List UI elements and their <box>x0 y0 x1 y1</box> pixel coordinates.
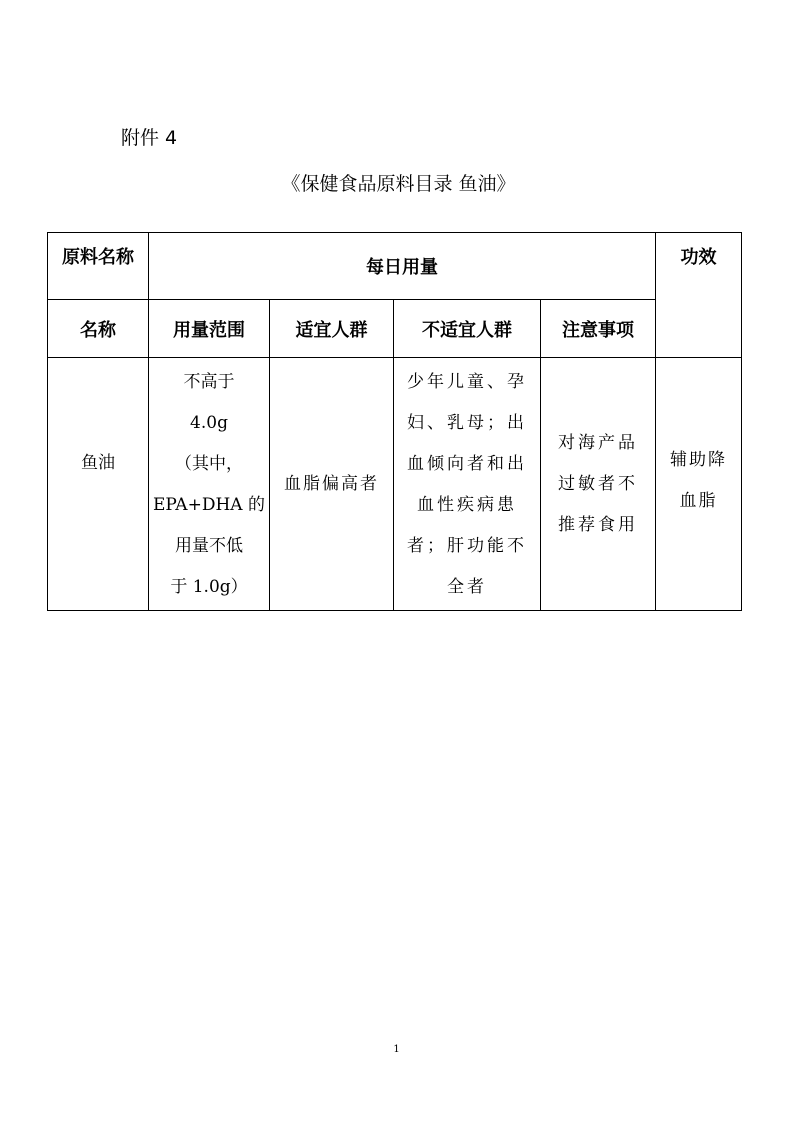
unsuitable-line: 血倾向者和出 <box>407 454 527 474</box>
dose-line: （其中， <box>175 454 243 474</box>
effect-line: 辅助降 <box>670 450 727 470</box>
unsuitable-line: 少年儿童、孕 <box>407 372 527 392</box>
header-name: 名称 <box>48 300 149 358</box>
unsuitable-line: 全者 <box>447 577 487 597</box>
unsuitable-line: 妇、乳母；出 <box>407 413 527 433</box>
notes-line: 过敏者不 <box>558 473 638 494</box>
cell-suitable <box>270 358 394 611</box>
header-effect: 功效 <box>656 233 742 358</box>
cell-dose-range <box>149 358 270 611</box>
notes-line: 推荐食用 <box>558 514 638 535</box>
cell-notes <box>541 358 656 611</box>
table-header-row-2 <box>48 300 742 358</box>
suitable-text: 血脂偏高者 <box>284 473 379 494</box>
effect-line: 血脂 <box>679 491 718 511</box>
header-daily-dose: 每日用量 <box>149 233 656 300</box>
name-text: 鱼油 <box>81 452 115 473</box>
attachment-label: 附件 4 <box>121 127 178 149</box>
dose-line: 用量不低 <box>175 536 243 556</box>
dose-line: 于 1.0g） <box>170 577 248 597</box>
table-row <box>48 358 742 611</box>
dose-line: 不高于 <box>183 372 235 392</box>
unsuitable-line: 者；肝功能不 <box>407 536 527 556</box>
page-number: 1 <box>393 1044 400 1055</box>
table-header-row-1 <box>48 233 742 300</box>
document-title: 《保健食品原料目录 鱼油》 <box>281 173 516 195</box>
header-unsuitable: 不适宜人群 <box>394 300 541 358</box>
header-raw-name: 原料名称 <box>48 233 149 300</box>
header-notes: 注意事项 <box>541 300 656 358</box>
cell-name <box>48 358 149 611</box>
dose-line: EPA+DHA 的 <box>153 495 265 515</box>
ingredient-table <box>47 232 742 611</box>
unsuitable-line: 血性疾病患 <box>417 495 517 515</box>
header-dose-range: 用量范围 <box>149 300 270 358</box>
dose-line: 4.0g <box>190 413 228 433</box>
header-suitable: 适宜人群 <box>270 300 394 358</box>
cell-unsuitable <box>394 358 541 611</box>
notes-line: 对海产品 <box>558 432 638 453</box>
cell-effect <box>656 358 742 611</box>
